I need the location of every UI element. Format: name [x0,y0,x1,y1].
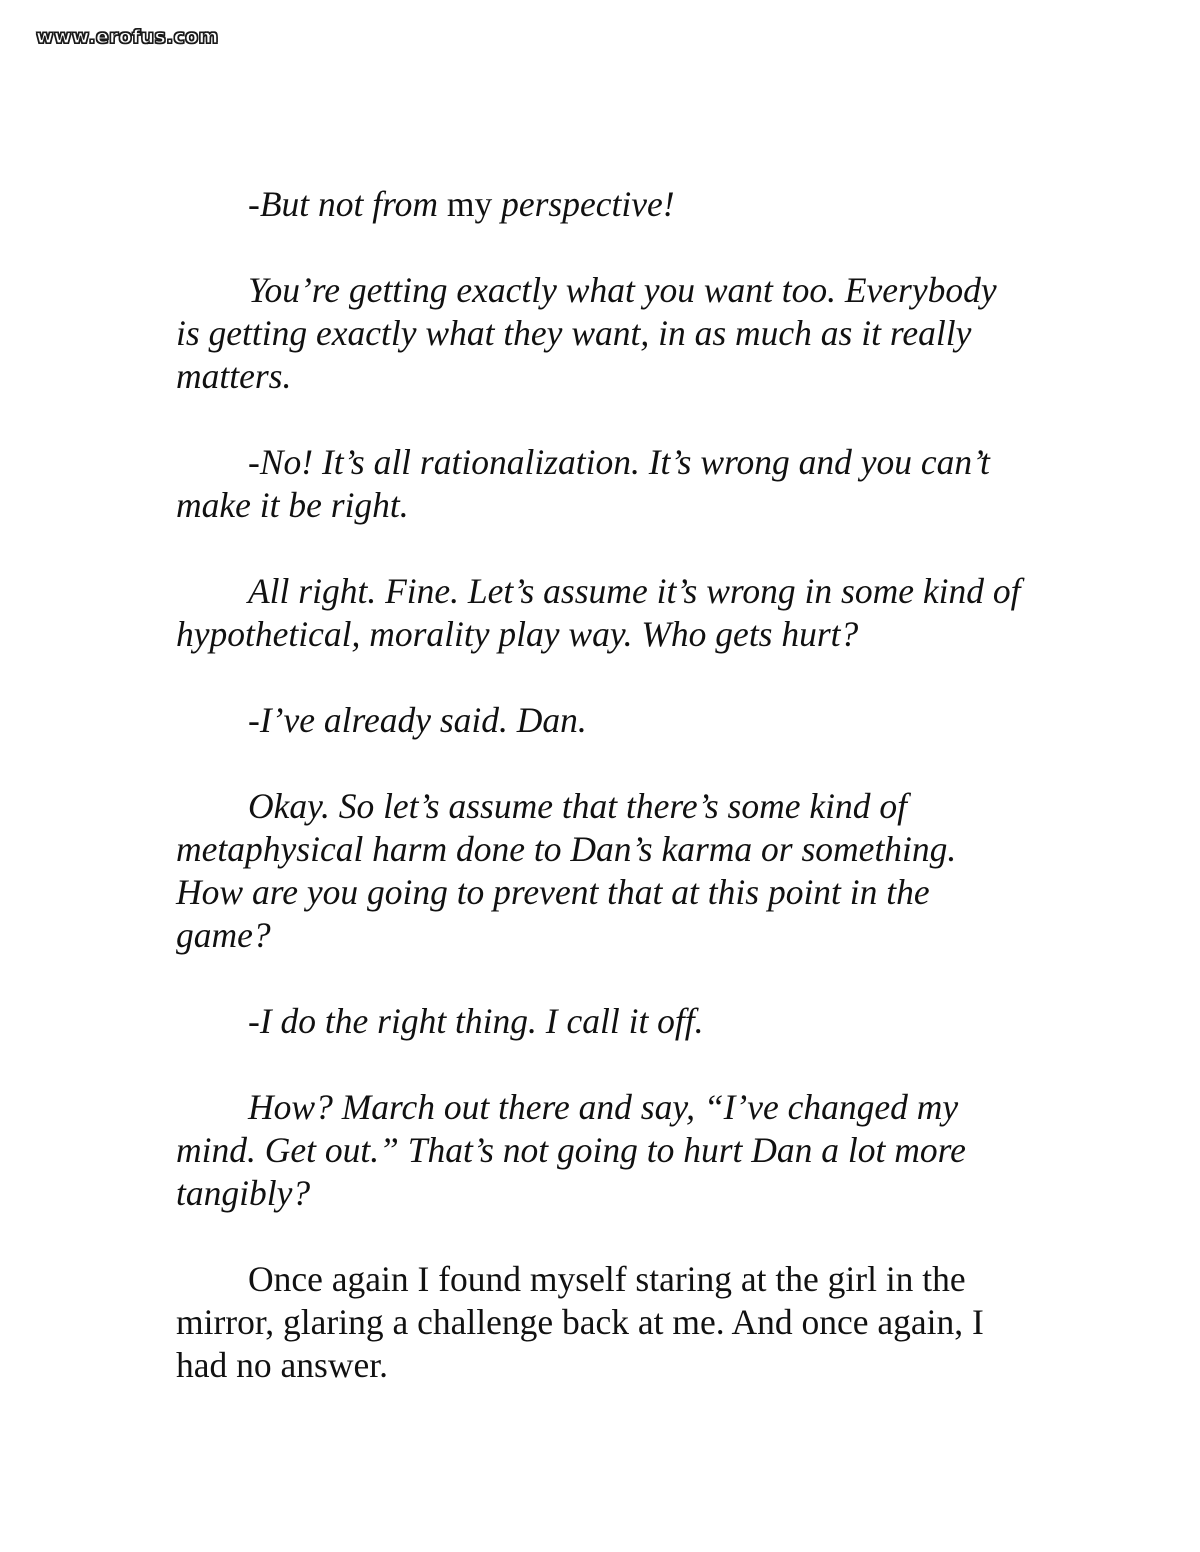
paragraph-3: -No! It’s all rationalization. It’s wrong and you can’t make it be right. [176,442,990,525]
page-text [176,183,1026,1387]
paragraph-5: -I’ve already said. Dan. [248,700,587,740]
paragraph-1 [176,183,1026,226]
paragraph-1-part-3: perspective! [492,184,675,224]
paragraph-1-part-2: my [446,184,493,224]
watermark: www.erofus.com [36,26,219,48]
paragraph-7: -I do the right thing. I call it off. [248,1001,704,1041]
paragraph-9: Once again I found myself staring at the girl in the mirror, glaring a challenge back at me. And once again, I had no answer. [176,1259,984,1385]
paragraph-8: How? March out there and say, “I’ve changed my mind. Get out.” That’s not going to hurt Dan a lot more tangibly? [176,1087,966,1213]
paragraph-1-part-1: -But not from [248,184,447,224]
paragraph-4: All right. Fine. Let’s assume it’s wrong in some kind of hypothetical, morality play way. Who gets hurt? [176,571,1021,654]
paragraph-2: You’re getting exactly what you want too. Everybody is getting exactly what they want, in as much as it really matters. [176,270,997,396]
paragraph-6: Okay. So let’s assume that there’s some kind of metaphysical harm done to Dan’s karma or something. How are you going to prevent that at this point in the game? [176,786,957,955]
